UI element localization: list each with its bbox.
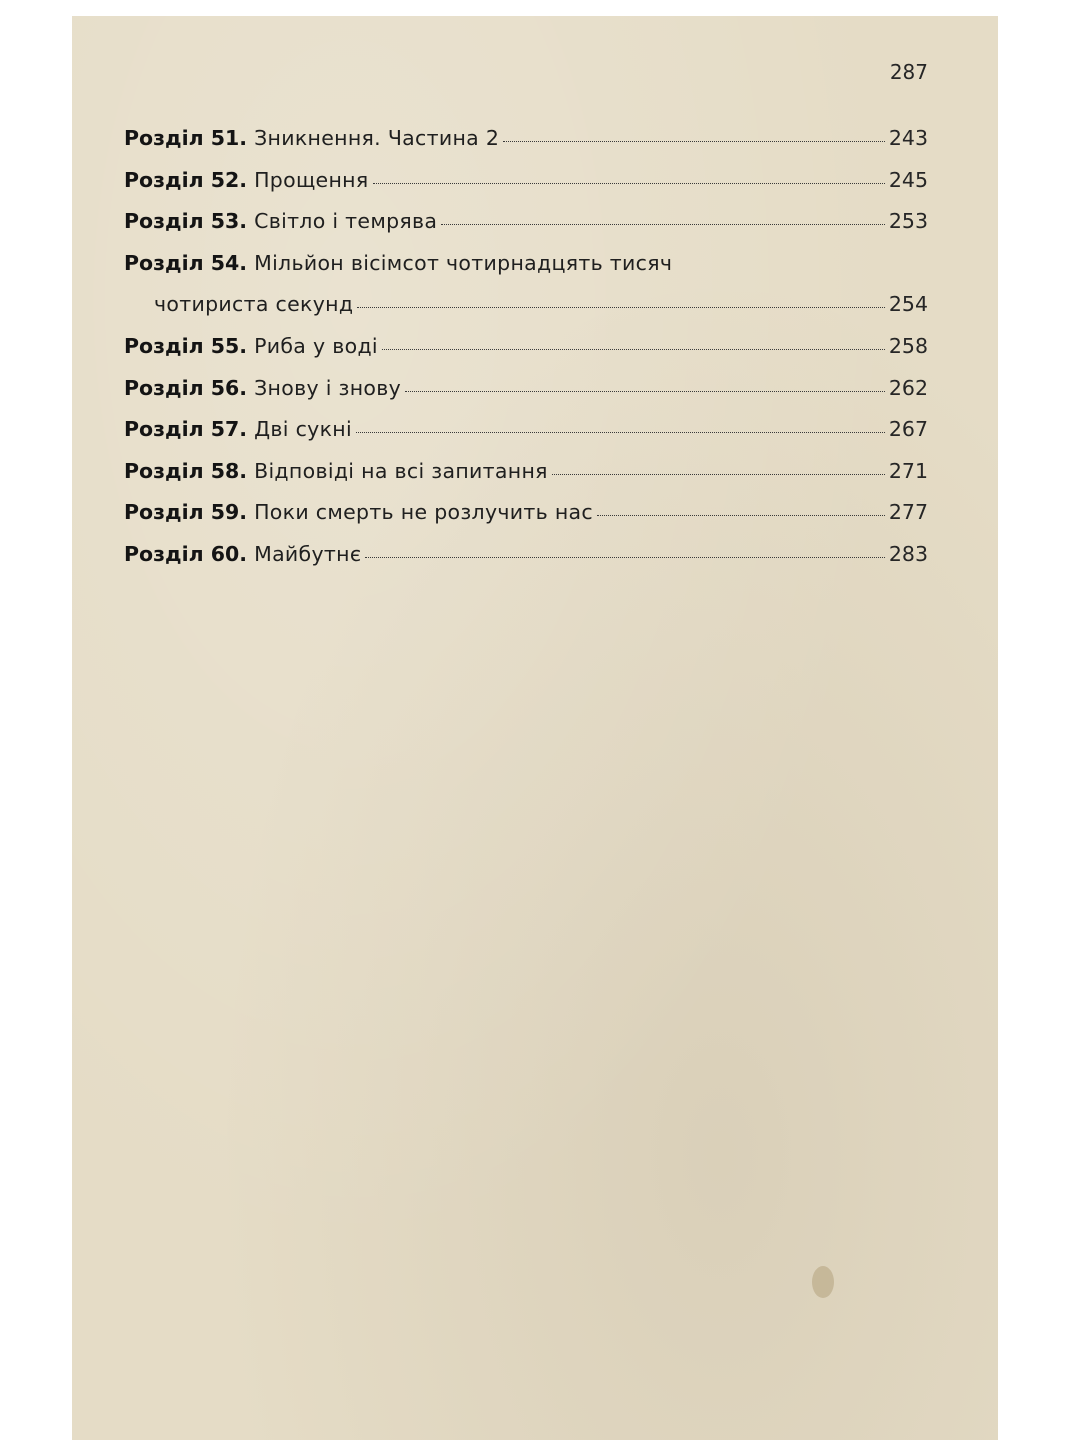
toc-chapter-title: Риба у воді [254,333,378,358]
dot-leader [365,557,884,558]
toc-entry [124,376,928,418]
toc-page-number: 253 [888,209,928,234]
toc-chapter-number: Розділ 52. [124,167,248,192]
toc-entry [124,542,928,584]
dot-leader [405,391,885,392]
toc-entry [124,459,928,501]
toc-chapter-title: Відповіді на всі запитання [254,458,548,483]
toc-chapter-title: Мільйон вісімсот чотирнадцять тисяч [254,250,673,275]
toc-chapter-number: Розділ 54. [124,250,248,275]
toc-chapter-title-continuation: чотириста секунд [154,292,354,317]
toc-chapter-number: Розділ 55. [124,333,248,358]
dot-leader [357,307,885,308]
toc-chapter-number: Розділ 57. [124,417,248,442]
toc-entry [124,334,928,376]
toc-chapter-number: Розділ 59. [124,500,248,525]
toc-chapter-number: Розділ 56. [124,375,248,400]
toc-chapter-title: Дві сукні [254,417,352,442]
dot-leader [597,515,885,516]
toc-chapter-number: Розділ 53. [124,209,248,234]
paper-stain [812,1266,834,1298]
toc-page-number: 243 [888,126,928,150]
toc-chapter-title: Світло і темрява [254,209,438,234]
dot-leader [503,141,885,142]
toc-entry [124,126,928,168]
book-page [72,16,998,1440]
toc-page-number: 283 [888,541,928,566]
toc-entry [124,500,928,542]
toc-entry-continuation [124,292,928,334]
toc-page-number: 277 [888,500,928,525]
table-of-contents [124,126,928,584]
dot-leader [373,183,885,184]
dot-leader [356,432,885,433]
toc-page-number: 245 [888,167,928,192]
page-number: 287 [889,60,928,84]
toc-chapter-number: Розділ 51. [124,126,248,150]
dot-leader [552,474,885,475]
toc-page-number: 262 [888,375,928,400]
toc-chapter-title: Зникнення. Частина 2 [254,126,500,150]
toc-page-number: 258 [888,333,928,358]
toc-page-number: 254 [888,292,928,317]
dot-leader [441,224,885,225]
toc-chapter-title: Майбутнє [254,541,362,566]
toc-chapter-number: Розділ 58. [124,458,248,483]
toc-page-number: 271 [888,458,928,483]
toc-chapter-title: Прощення [254,167,369,192]
toc-page-number: 267 [888,417,928,442]
toc-chapter-number: Розділ 60. [124,541,248,566]
toc-chapter-title: Поки смерть не розлучить нас [254,500,593,525]
toc-chapter-title: Знову і знову [254,375,402,400]
dot-leader [382,349,885,350]
toc-entry [124,251,928,293]
toc-entry [124,417,928,459]
toc-entry [124,209,928,251]
toc-entry [124,168,928,210]
